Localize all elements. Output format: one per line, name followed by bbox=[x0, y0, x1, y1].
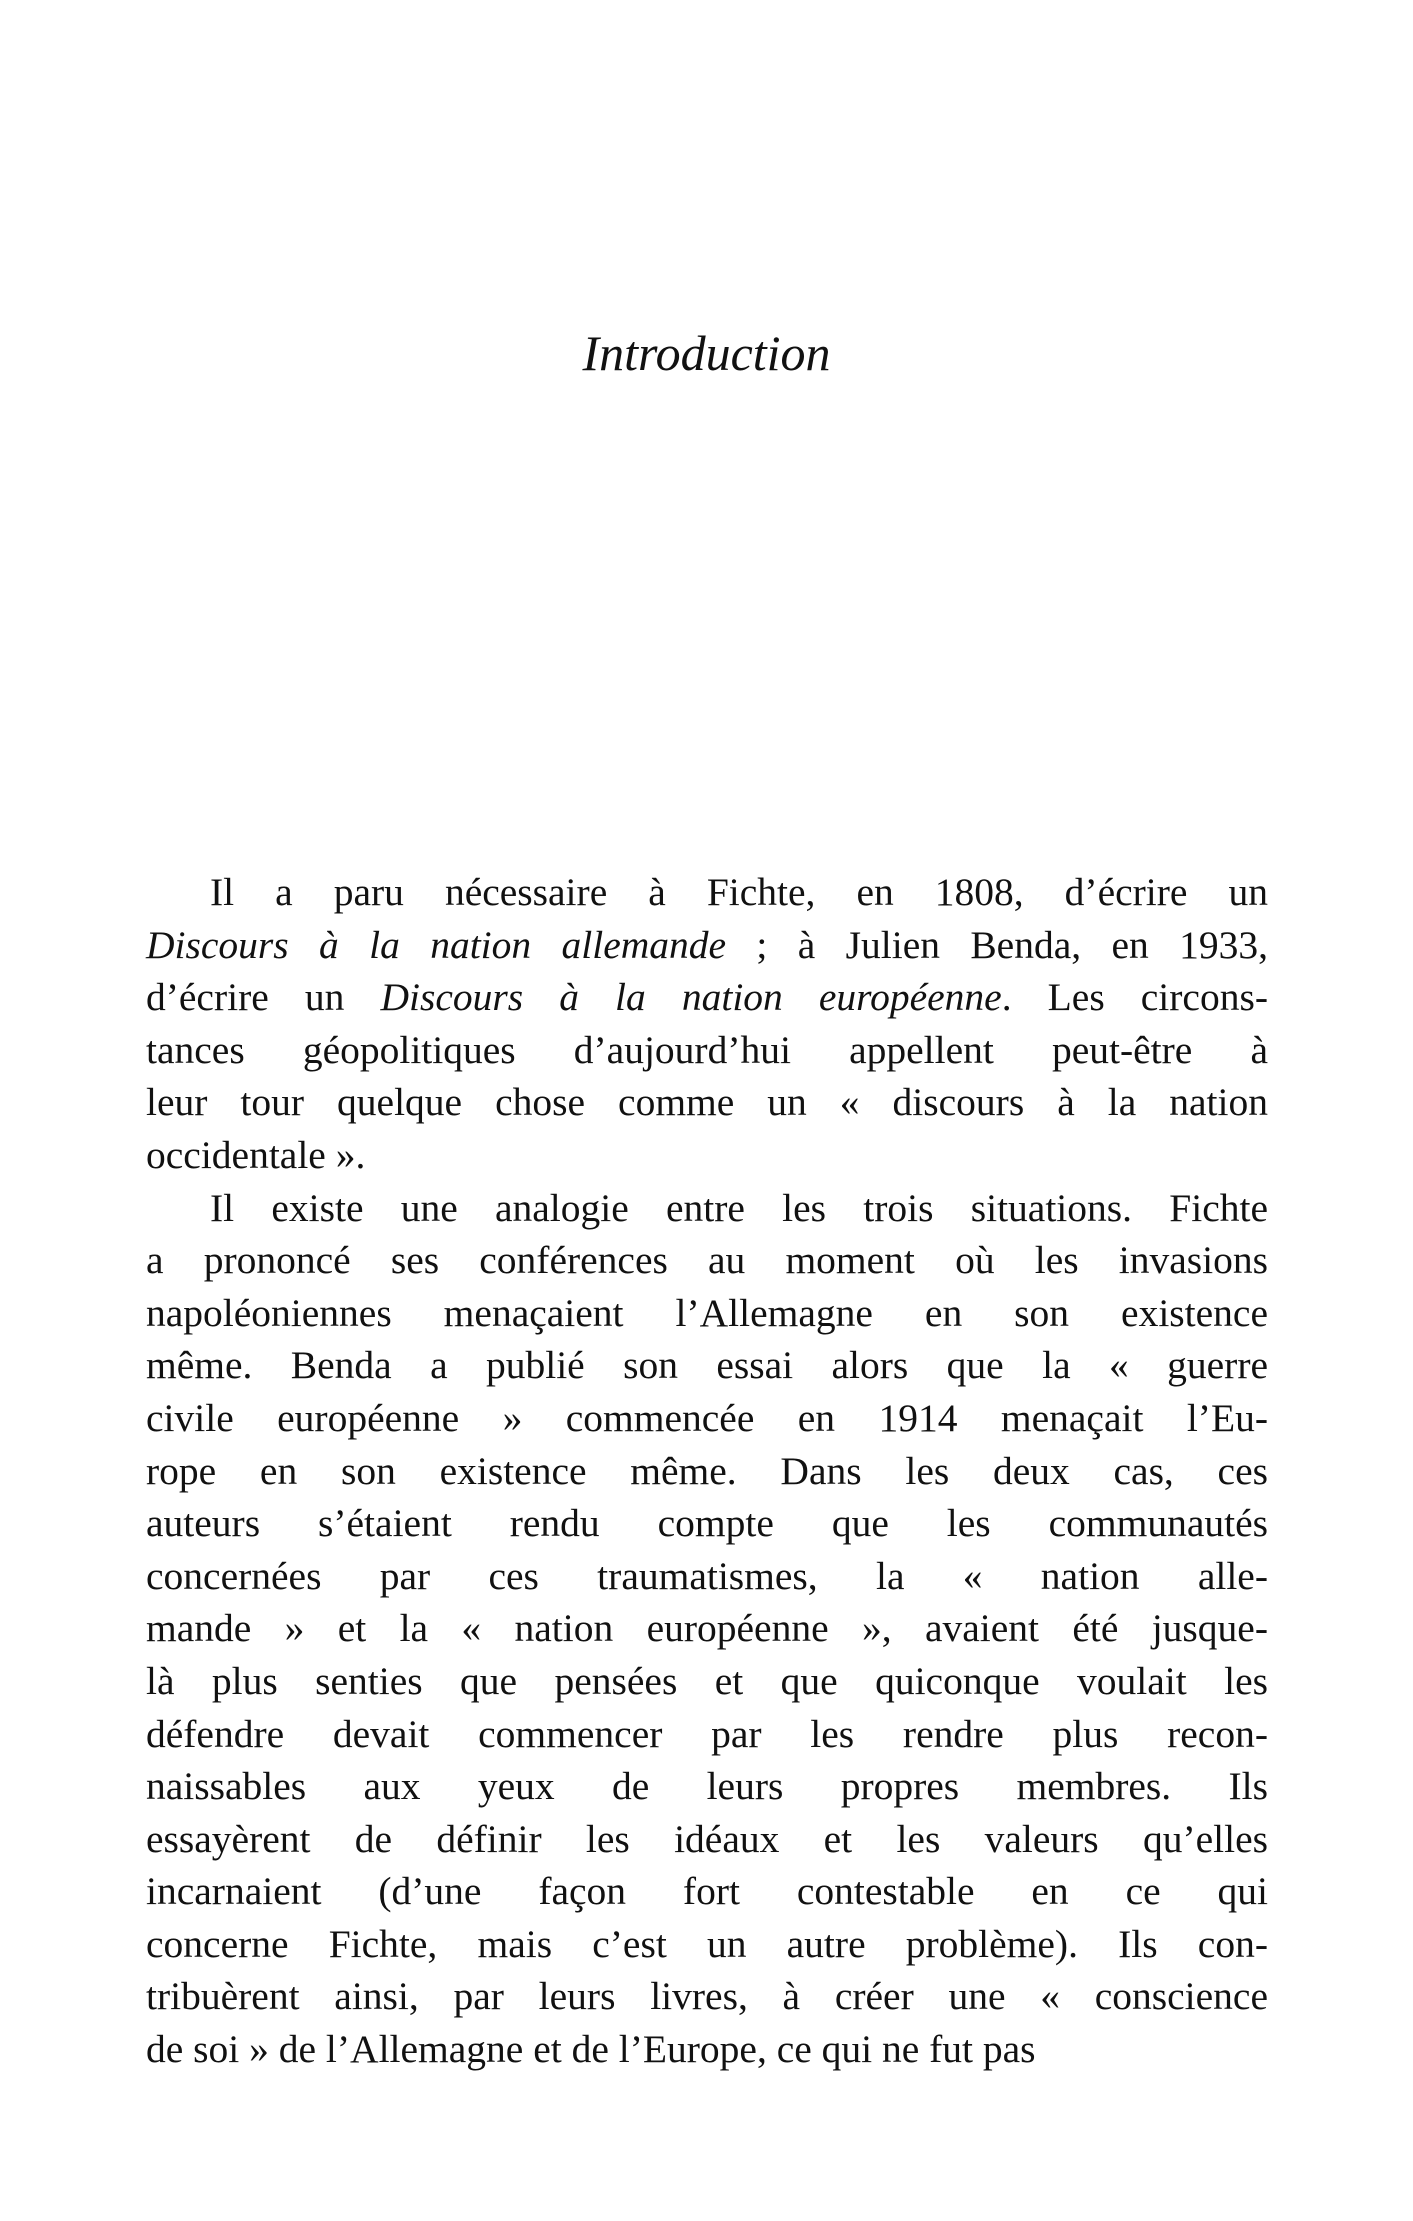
text-line: Discours à la nation allemande ; à Julien Benda, en 1933, bbox=[146, 922, 1268, 967]
text-line: naissables aux yeux de leurs propres membres. Ils bbox=[146, 1764, 1268, 1809]
text-line: mande » et la « nation européenne », avaient été jusque- bbox=[146, 1606, 1268, 1651]
text-line: là plus senties que pensées et que quiconque voulait les bbox=[146, 1658, 1268, 1703]
body-text bbox=[146, 866, 1268, 2076]
text-line: incarnaient (d’une façon fort contestable en ce qui bbox=[146, 1869, 1268, 1914]
text-line: leur tour quelque chose comme un « discours à la nation bbox=[146, 1080, 1268, 1125]
text-line: concerne Fichte, mais c’est un autre problème). Ils con- bbox=[146, 1921, 1268, 1966]
paragraph bbox=[146, 1182, 1268, 2076]
text-line: Il existe une analogie entre les trois situations. Fichte bbox=[210, 1185, 1268, 1230]
text-line: même. Benda a publié son essai alors que la « guerre bbox=[146, 1343, 1268, 1388]
text-line: civile européenne » commencée en 1914 menaçait l’Eu- bbox=[146, 1395, 1268, 1440]
text-line: tribuèrent ainsi, par leurs livres, à créer une « conscience bbox=[146, 1974, 1268, 2019]
text-line: Il a paru nécessaire à Fichte, en 1808, d’écrire un bbox=[210, 870, 1268, 914]
text-line: auteurs s’étaient rendu compte que les communautés bbox=[146, 1501, 1268, 1546]
paragraph bbox=[146, 866, 1268, 1182]
text-line: concernées par ces traumatismes, la « nation alle- bbox=[146, 1553, 1268, 1598]
text-line: défendre devait commencer par les rendre plus recon- bbox=[146, 1711, 1268, 1756]
text-line: occidentale ». bbox=[146, 1132, 366, 1177]
text-line: tances géopolitiques d’aujourd’hui appellent peut-être à bbox=[146, 1027, 1268, 1072]
text-line: napoléoniennes menaçaient l’Allemagne en son existence bbox=[146, 1290, 1268, 1335]
text-line: de soi » de l’Allemagne et de l’Europe, ce qui ne fut pas bbox=[146, 2027, 1036, 2072]
chapter-title: Introduction bbox=[582, 325, 831, 381]
text-line: rope en son existence même. Dans les deux cas, ces bbox=[146, 1448, 1268, 1493]
text-line: essayèrent de définir les idéaux et les valeurs qu’elles bbox=[146, 1816, 1268, 1861]
text-line: d’écrire un Discours à la nation européenne. Les circons- bbox=[146, 975, 1268, 1020]
text-line: a prononcé ses conférences au moment où les invasions bbox=[146, 1238, 1268, 1283]
